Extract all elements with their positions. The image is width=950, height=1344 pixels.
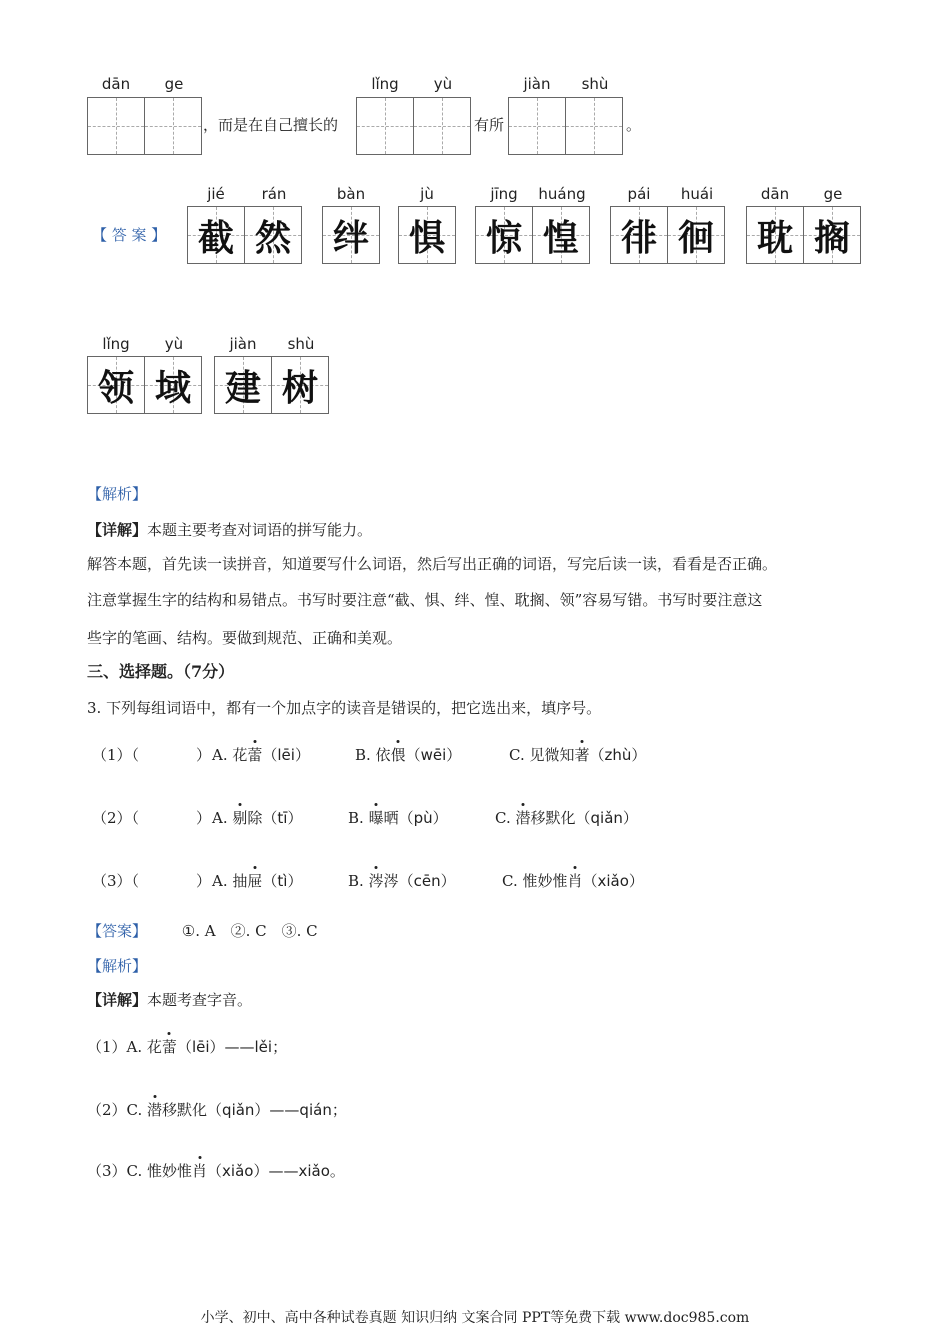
item-number: （2）（	[92, 809, 140, 827]
pinyin: dān	[101, 75, 131, 93]
pinyin: rán	[261, 185, 287, 203]
grid-cell[interactable]	[144, 97, 202, 155]
grid-cell	[214, 356, 272, 414]
question-text: 3. 下列每组词语中，都有一个加点字的读音是错误的，把它选出来，填序号。	[87, 699, 602, 717]
pinyin: jié	[207, 185, 225, 203]
grid-cell	[271, 356, 329, 414]
analysis-paragraph: 解答本题，首先读一读拼音，知道要写什么词语，然后写出正确的词语，写完后读一读，看看是否正确。	[87, 555, 778, 573]
answer-char: 建	[224, 366, 261, 409]
grid-cell[interactable]	[565, 97, 623, 155]
item-close: ）	[196, 809, 212, 827]
analysis-line: （2）C. 潜移默化（qiǎn）——qián；	[87, 1101, 347, 1119]
grid-cell	[475, 206, 533, 264]
option-b: B. 涔涔（cēn）	[348, 872, 456, 890]
answer-char: 领	[97, 366, 134, 409]
answer-char: 截	[197, 216, 234, 259]
answer-grid	[398, 206, 455, 264]
grid-cell[interactable]	[356, 97, 414, 155]
grid-cell[interactable]	[413, 97, 471, 155]
answer-char: 树	[281, 366, 318, 409]
pinyin: lǐng	[102, 335, 130, 353]
answer-label: 【答案】	[87, 922, 148, 940]
analysis-line: （3）C. 惟妙惟肖（xiǎo）——xiǎo。	[87, 1162, 345, 1180]
answer-char: 惶	[542, 216, 579, 259]
grid-cell	[244, 206, 302, 264]
option-c: C. 惟妙惟肖（xiǎo）	[502, 872, 644, 890]
grid-cell	[398, 206, 456, 264]
detail-text: 本题主要考查对词语的拼写能力。	[147, 521, 373, 539]
sentence-text: 。	[626, 116, 642, 134]
pinyin: jù	[420, 185, 434, 203]
pinyin: lǐng	[371, 75, 399, 93]
analysis-line: （1）A. 花蕾（lēi）——lěi；	[87, 1038, 288, 1056]
answer-char: 绊	[332, 216, 369, 259]
pinyin: shù	[581, 75, 609, 93]
pinyin: huái	[680, 185, 714, 203]
option-c: C. 潜移默化（qiǎn）	[495, 809, 638, 827]
detail-text: 本题考查字音。	[147, 991, 253, 1009]
pinyin: bàn	[336, 185, 366, 203]
grid-cell	[667, 206, 725, 264]
answer-grid	[87, 356, 201, 414]
grid-cell	[746, 206, 804, 264]
option-c: C. 见微知著（zhù）	[509, 746, 647, 764]
answer-char: 惊	[485, 216, 522, 259]
sentence-text: ，而是在自己擅长的	[203, 116, 339, 134]
grid-cell	[322, 206, 380, 264]
grid-cell	[87, 356, 145, 414]
detail-label: 【详解】	[87, 521, 148, 539]
pinyin: pái	[627, 185, 651, 203]
grid-cell[interactable]	[508, 97, 566, 155]
writing-grid[interactable]	[87, 97, 201, 155]
analysis-detail	[87, 989, 252, 1011]
grid-cell	[803, 206, 861, 264]
answer-char: 然	[254, 216, 291, 259]
analysis-label: 【解析】	[87, 485, 148, 503]
analysis-detail	[87, 519, 372, 541]
answer-char: 徘	[620, 216, 657, 259]
analysis-paragraph: 些字的笔画、结构。要做到规范、正确和美观。	[87, 629, 403, 647]
grid-cell	[610, 206, 668, 264]
option-a: A. 剔除（tī）	[212, 809, 303, 827]
detail-label: 【详解】	[87, 991, 148, 1009]
item-close: ）	[196, 872, 212, 890]
writing-grid[interactable]	[508, 97, 622, 155]
option-b: B. 曝晒（pù）	[348, 809, 448, 827]
writing-grid[interactable]	[356, 97, 470, 155]
pinyin: yù	[433, 75, 453, 93]
pinyin: ge	[823, 185, 843, 203]
answer-grid	[475, 206, 589, 264]
pinyin: dān	[760, 185, 790, 203]
answer-grid	[610, 206, 724, 264]
grid-cell	[532, 206, 590, 264]
analysis-paragraph: 注意掌握生字的结构和易错点。书写时要注意“截、惧、绊、惶、耽搁、领”容易写错。书写时要注意这	[87, 591, 763, 609]
grid-cell	[187, 206, 245, 264]
answer-label: 【 答 案 】	[92, 226, 167, 244]
option-a: A. 抽屉（tì）	[212, 872, 303, 890]
analysis-label: 【解析】	[87, 957, 148, 975]
section-title: 三、选择题。（7分）	[87, 662, 235, 681]
pinyin: jiàn	[229, 335, 257, 353]
answer-value: ①. A ②. C ③. C	[181, 922, 318, 940]
answer-char: 域	[154, 366, 191, 409]
pinyin: jīng	[490, 185, 518, 203]
option-b: B. 依偎（wēi）	[355, 746, 462, 764]
answer-char: 惧	[408, 216, 445, 259]
answer-grid	[322, 206, 379, 264]
pinyin: jiàn	[523, 75, 551, 93]
option-a: A. 花蕾（lēi）	[212, 746, 310, 764]
pinyin: huáng	[538, 185, 586, 203]
pinyin: yù	[164, 335, 184, 353]
item-number: （1）（	[92, 746, 140, 764]
page-footer[interactable]: 小学、初中、高中各种试卷真题 知识归纳 文案合同 PPT等免费下载 www.doc985.com	[200, 1310, 750, 1326]
answer-grid	[214, 356, 328, 414]
sentence-text: 有所	[474, 116, 505, 134]
answer-char: 耽	[756, 216, 793, 259]
pinyin: shù	[287, 335, 315, 353]
answer-char: 徊	[677, 216, 714, 259]
item-number: （3）（	[92, 872, 140, 890]
grid-cell	[144, 356, 202, 414]
item-close: ）	[196, 746, 212, 764]
answer-row	[87, 920, 318, 942]
answer-grid	[746, 206, 860, 264]
pinyin: ge	[164, 75, 184, 93]
grid-cell[interactable]	[87, 97, 145, 155]
answer-grid	[187, 206, 301, 264]
answer-char: 搁	[813, 216, 850, 259]
